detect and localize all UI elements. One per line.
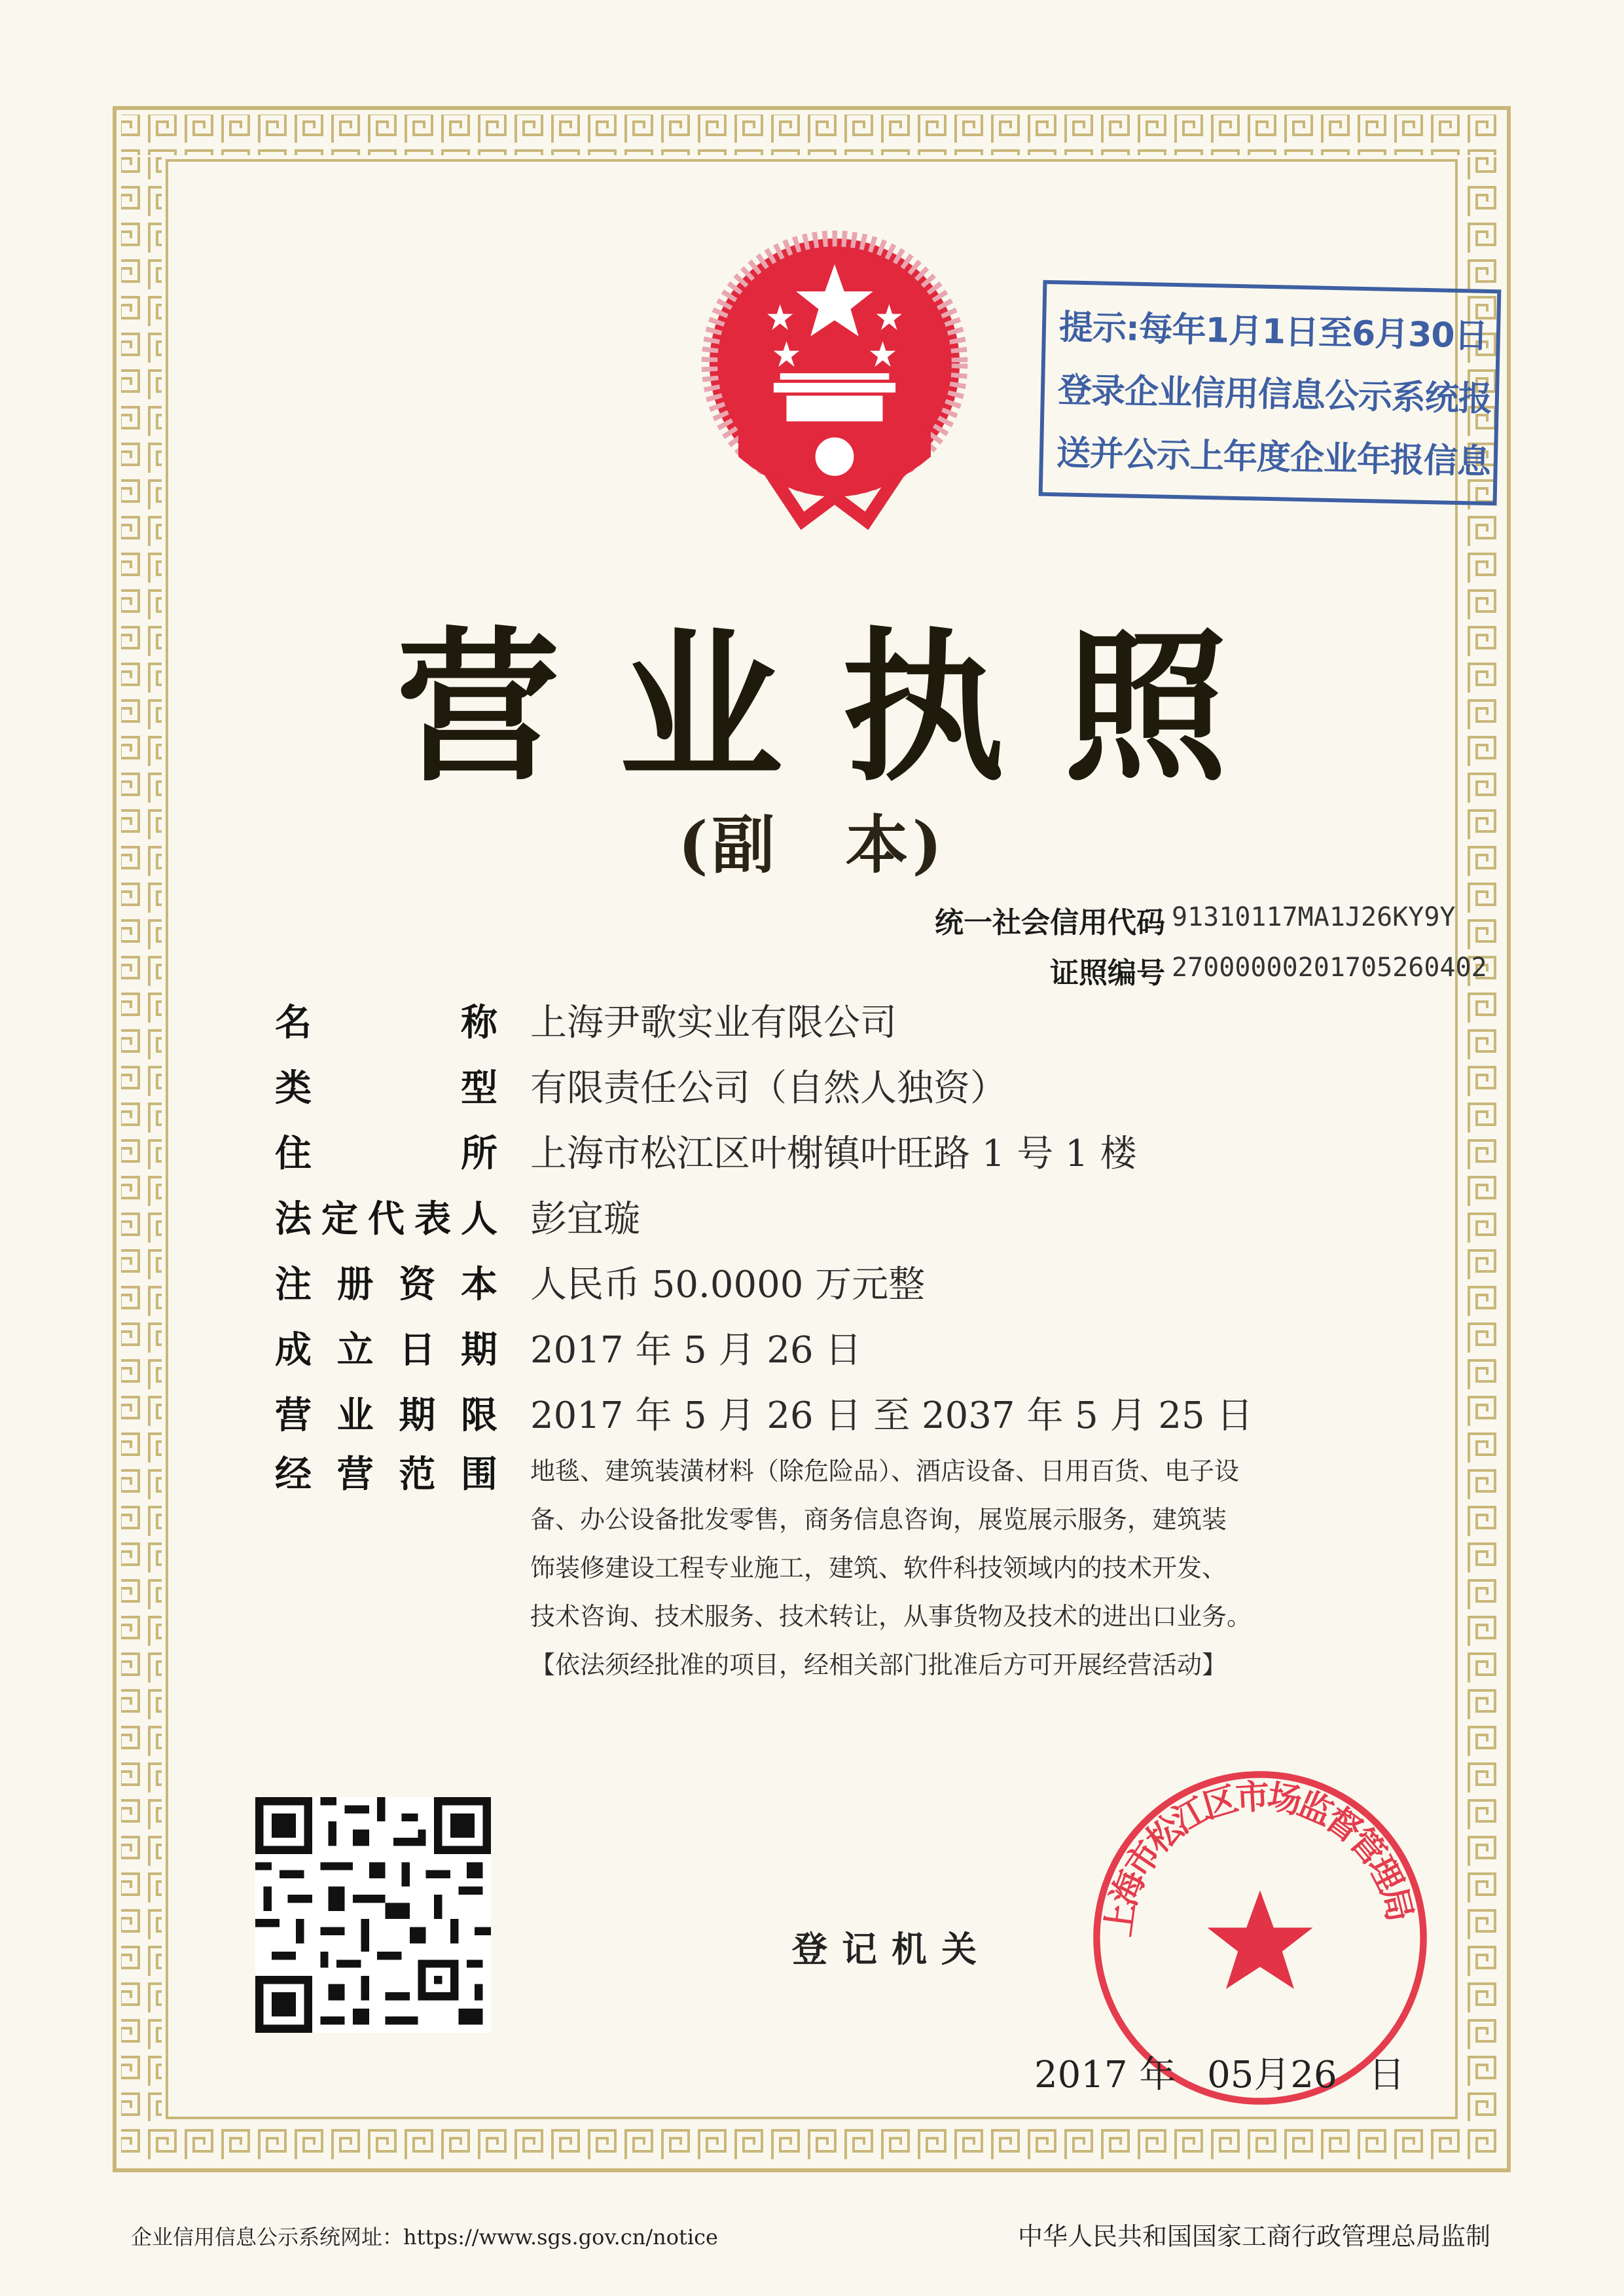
document-subtitle: (副 本) <box>678 808 946 882</box>
registration-authority-label: 登记机关 <box>792 1929 991 1970</box>
annual-report-notice-stamp <box>1039 280 1502 506</box>
issue-date <box>1034 2046 1405 2098</box>
credit-code-label: 统一社会信用代码 <box>935 906 1165 939</box>
label-char: 期 <box>399 1394 436 1437</box>
company-name: 上海尹歌实业有限公司 <box>530 1002 897 1044</box>
label-char: 表 <box>414 1198 451 1241</box>
issue-year: 2017 <box>1034 2054 1128 2096</box>
license-number-value: 27000000201705260402 <box>1172 953 1487 983</box>
footer-website[interactable]: 企业信用信息公示系统网址：https://www.sgs.gov.cn/notice <box>131 2225 718 2250</box>
red-star-icon <box>1207 1890 1312 1989</box>
notice-line: 提示:每年1月1日至6月30日 <box>1058 308 1489 356</box>
scope-line: 地毯、建筑装潢材料（除危险品）、酒店设备、日用百货、电子设 <box>530 1457 1240 1485</box>
label-char: 住 <box>275 1133 312 1175</box>
label-char: 所 <box>461 1133 497 1175</box>
label-char: 名 <box>275 1002 312 1044</box>
notice-line: 送并公示上年度企业年报信息 <box>1056 433 1491 483</box>
label-char: 限 <box>460 1394 497 1437</box>
national-emblem-icon <box>674 216 995 537</box>
legal-representative: 彭宜璇 <box>530 1198 640 1241</box>
label-char: 资 <box>399 1264 436 1306</box>
scope-line: 技术咨询、技术服务、技术转让，从事货物及技术的进出口业务。 <box>530 1602 1252 1631</box>
seal-text: 上海市松江区市场监督管理局 <box>1099 1777 1420 1939</box>
business-term: 2017 年 5 月 26 日 至 2037 年 5 月 25 日 <box>530 1394 1254 1437</box>
label-char: 本 <box>460 1264 497 1306</box>
license-number-label: 证照编号 <box>1050 957 1165 990</box>
field-label-scope <box>275 1446 497 1498</box>
label-char: 成 <box>275 1329 312 1372</box>
label-char: 型 <box>461 1067 497 1110</box>
footer-supervisor: 中华人民共和国国家工商行政管理总局监制 <box>1018 2222 1491 2251</box>
label-char: 经 <box>275 1453 312 1496</box>
field-label-capital <box>275 1256 497 1308</box>
label-char: 册 <box>336 1264 374 1306</box>
notice-line: 登录企业信用信息公示系统报 <box>1057 371 1492 420</box>
label-char: 业 <box>336 1394 374 1437</box>
qr-code-icon[interactable] <box>255 1797 491 2033</box>
document-title: 营业执照 <box>396 613 1287 803</box>
field-label-address <box>275 1125 497 1177</box>
label-char: 注 <box>275 1264 312 1306</box>
label-char: 营 <box>275 1394 312 1437</box>
field-label-term <box>275 1387 497 1439</box>
field-label-founded <box>275 1321 497 1374</box>
label-char: 日 <box>399 1329 436 1372</box>
scope-line: 【依法须经批准的项目，经相关部门批准后方可开展经营活动】 <box>530 1650 1227 1679</box>
issue-year-unit: 年 <box>1139 2054 1176 2096</box>
business-scope <box>530 1447 1348 1689</box>
label-char: 营 <box>336 1453 374 1496</box>
company-type: 有限责任公司（自然人独资） <box>530 1067 1007 1110</box>
issue-month-unit: 月 <box>1254 2054 1291 2096</box>
issue-day-unit: 日 <box>1368 2054 1405 2096</box>
issue-day: 26 <box>1290 2054 1337 2096</box>
label-char: 围 <box>460 1453 497 1496</box>
company-address: 上海市松江区叶榭镇叶旺路 1 号 1 楼 <box>530 1133 1137 1175</box>
issue-month: 05 <box>1207 2054 1254 2096</box>
registered-capital: 人民币 50.0000 万元整 <box>530 1264 926 1306</box>
label-char: 范 <box>399 1453 436 1496</box>
establishment-date: 2017 年 5 月 26 日 <box>530 1329 862 1372</box>
field-label-name <box>275 994 497 1046</box>
label-char: 法 <box>275 1198 312 1241</box>
field-label-legal-rep <box>275 1190 497 1243</box>
label-char: 类 <box>275 1067 312 1110</box>
label-char: 人 <box>461 1198 497 1241</box>
label-char: 定 <box>321 1198 358 1241</box>
label-char: 称 <box>461 1002 497 1044</box>
label-char: 立 <box>336 1329 374 1372</box>
field-label-type <box>275 1059 497 1112</box>
label-char: 期 <box>460 1329 497 1372</box>
scope-line: 饰装修建设工程专业施工，建筑、软件科技领域内的技术开发、 <box>530 1554 1227 1582</box>
scope-line: 备、办公设备批发零售，商务信息咨询，展览展示服务，建筑装 <box>530 1505 1227 1534</box>
credit-code-value: 91310117MA1J26KY9Y <box>1172 902 1456 932</box>
label-char: 代 <box>368 1198 405 1241</box>
